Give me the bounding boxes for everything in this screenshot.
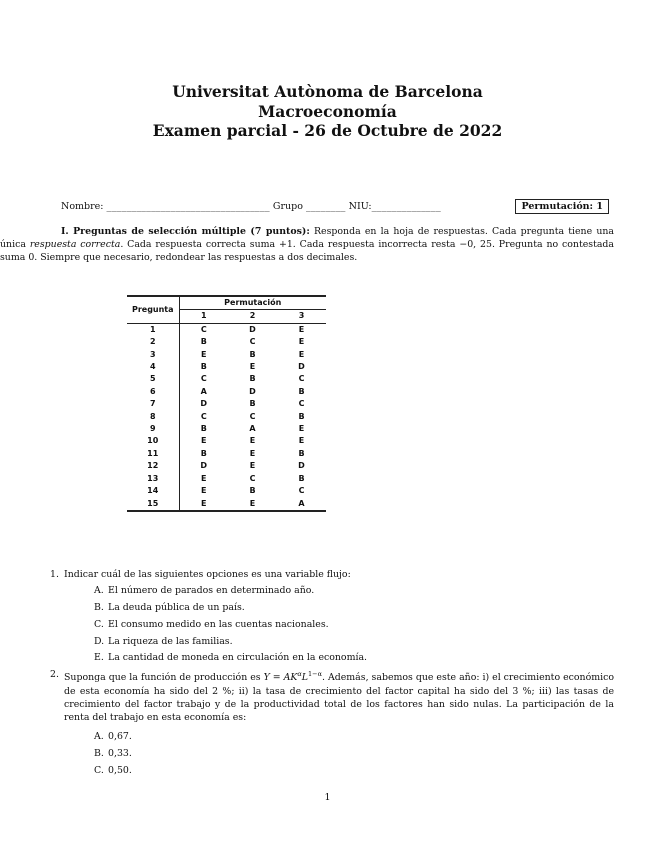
answer-cell: D <box>249 324 256 334</box>
answer-cell: E <box>201 486 207 496</box>
question-1-number: 1. <box>50 569 59 580</box>
table-row <box>127 460 326 472</box>
answer-cell: D <box>249 386 256 396</box>
question-2-options <box>94 730 614 777</box>
question-number-cell: 14 <box>127 485 179 497</box>
answer-cell: B <box>249 374 256 384</box>
answer-cell: E <box>249 498 256 508</box>
niu-field[interactable]: ______________ <box>371 201 441 212</box>
header-perm-1: 1 <box>179 310 228 323</box>
answer-cell: A <box>298 498 305 508</box>
answer-cell: E <box>201 473 207 483</box>
option-b[interactable]: B. 0,33. <box>94 747 132 759</box>
answer-cell: B <box>200 337 207 347</box>
answer-cell: C <box>249 473 256 483</box>
answer-cell: D <box>200 399 208 409</box>
answer-cell: A <box>249 424 256 434</box>
answer-cell: D <box>298 461 305 471</box>
question-number-cell: 7 <box>127 398 179 410</box>
answer-cell: E <box>201 498 207 508</box>
question-2-text: Suponga que la función de producción es $Y = AK^\alpha L^{1-\alpha}$. Además, sabemos que este año: i) el crecimiento económico de esta economía ha sido del 2 %; ii) la tasa de crecimiento del factor capital ha sido del 3 %; iii) las tasas de crecimiento del factor trabajo y de la productividad total de los factores han sido nulas. La participación de la renta del trabajo en esta economía es: <box>64 670 614 723</box>
answer-cell: B <box>298 386 305 396</box>
table-row <box>127 398 326 410</box>
table-row <box>127 435 326 447</box>
answer-cell: C <box>249 411 256 421</box>
answer-cell: B <box>200 362 207 372</box>
answer-cell: E <box>201 349 207 359</box>
answer-cell: D <box>200 461 208 471</box>
option-a[interactable]: A. El número de parados en determinado año. <box>94 585 315 597</box>
question-1 <box>50 568 614 665</box>
instructions <box>0 225 614 265</box>
answer-cell: B <box>298 411 305 421</box>
answer-key-table <box>127 295 326 512</box>
table-row <box>127 373 326 385</box>
question-number-cell: 15 <box>127 498 179 511</box>
answer-cell: B <box>298 473 305 483</box>
option-c[interactable]: C. 0,50. <box>94 764 132 776</box>
table-row <box>127 485 326 497</box>
instructions-text-3: 0. Siempre que necesario, redondear las respuestas a dos decimales. <box>28 252 358 264</box>
table-row <box>127 498 326 511</box>
question-number-cell: 8 <box>127 411 179 423</box>
niu-label: NIU: <box>348 201 372 212</box>
answer-cell: C <box>298 374 305 384</box>
question-number-cell: 1 <box>127 323 179 336</box>
header-pregunta: Pregunta <box>127 296 179 323</box>
question-2-number: 2. <box>50 669 59 681</box>
answer-cell: C <box>298 399 305 409</box>
answer-cell: B <box>249 486 256 496</box>
nombre-label: Nombre: <box>61 201 104 212</box>
answer-cell: E <box>298 324 305 334</box>
exam-title: Examen parcial - 26 de Octubre de 2022 <box>152 121 503 140</box>
nombre-field[interactable]: _________________________________ <box>106 201 270 212</box>
option-d[interactable]: D. La riqueza de las familias. <box>94 635 233 647</box>
answer-cell: E <box>298 349 305 359</box>
instructions-text-2: . Cada respuesta correcta suma +1. Cada respuesta incorrecta resta −0, 25. Pregunta no contestada suma <box>0 239 615 264</box>
grupo-field[interactable]: ________ <box>306 201 346 212</box>
question-number-cell: 6 <box>127 386 179 398</box>
option-a[interactable]: A. 0,67. <box>94 731 132 743</box>
questions <box>0 568 614 781</box>
university-name: Universitat Autònoma de Barcelona <box>172 82 483 101</box>
table-row <box>127 473 326 485</box>
header-permutacion: Permutación <box>179 296 326 310</box>
answer-cell: B <box>200 424 207 434</box>
question-1-options <box>94 584 614 664</box>
answer-cell: E <box>298 436 305 446</box>
answer-cell: D <box>298 362 305 372</box>
answer-cell: B <box>249 399 256 409</box>
table-row <box>127 448 326 460</box>
question-1-text: Indicar cuál de las siguientes opciones es una variable flujo: <box>64 569 351 580</box>
page-number: 1 <box>324 792 331 803</box>
answer-cell: E <box>249 461 256 471</box>
question-number-cell: 3 <box>127 349 179 361</box>
option-e[interactable]: E. La cantidad de moneda en circulación en la economía. <box>94 652 368 664</box>
student-info-line <box>61 199 621 215</box>
table-row <box>127 336 326 348</box>
table-row <box>127 349 326 361</box>
answer-cell: E <box>298 337 305 347</box>
table-row <box>127 323 326 336</box>
table-row <box>127 411 326 423</box>
answer-cell: E <box>249 448 256 458</box>
answer-cell: B <box>298 448 305 458</box>
table-row <box>127 423 326 435</box>
header-perm-2: 2 <box>228 310 277 323</box>
answer-cell: C <box>200 324 207 334</box>
permutation-box: Permutación: 1 <box>515 199 609 214</box>
option-b[interactable]: B. La deuda pública de un país. <box>94 602 245 613</box>
option-c[interactable]: C. El consumo medido en las cuentas nacionales. <box>94 618 329 630</box>
question-2 <box>50 668 614 777</box>
instructions-text-1: Responda en la hoja de respuestas. Cada pregunta tiene una única <box>0 226 614 251</box>
subject-name: Macroeconomía <box>258 101 397 121</box>
question-number-cell: 13 <box>127 473 179 485</box>
answer-cell: C <box>200 374 207 384</box>
question-number-cell: 10 <box>127 435 179 447</box>
answer-cell: E <box>249 436 256 446</box>
table-row <box>127 386 326 398</box>
table-row <box>127 361 326 373</box>
answer-cell: E <box>201 436 207 446</box>
grupo-label: Grupo <box>272 201 303 212</box>
question-number-cell: 11 <box>127 448 179 460</box>
answer-cell: C <box>200 411 207 421</box>
answer-cell: E <box>298 424 305 434</box>
question-number-cell: 2 <box>127 336 179 348</box>
exam-header <box>0 82 655 141</box>
answer-cell: B <box>200 448 207 458</box>
answer-cell: A <box>200 386 207 396</box>
answer-cell: C <box>298 486 305 496</box>
question-number-cell: 5 <box>127 373 179 385</box>
instructions-italic: respuesta correcta <box>29 239 121 251</box>
answer-cell: E <box>249 362 256 372</box>
question-number-cell: 9 <box>127 423 179 435</box>
header-perm-3: 3 <box>277 310 326 323</box>
question-number-cell: 4 <box>127 361 179 373</box>
answer-cell: C <box>249 337 256 347</box>
question-number-cell: 12 <box>127 460 179 472</box>
answer-cell: B <box>249 349 256 359</box>
section-heading: I. Preguntas de selección múltiple (7 puntos): <box>61 226 310 237</box>
